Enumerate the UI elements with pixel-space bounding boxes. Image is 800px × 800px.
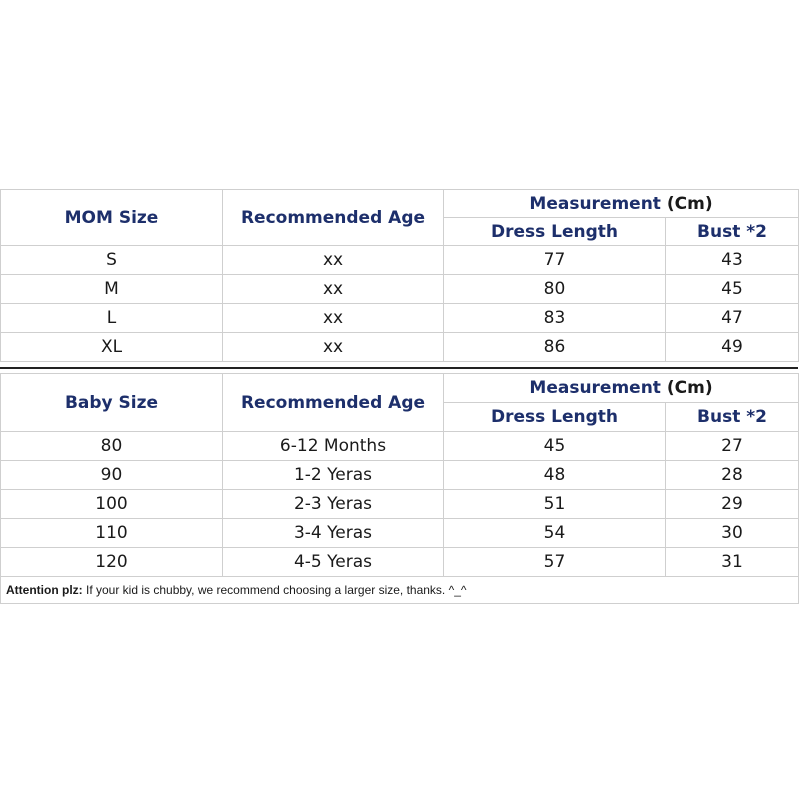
bust-cell: 30 — [666, 519, 799, 548]
table-row — [1, 333, 799, 362]
size-chart — [0, 189, 798, 604]
baby-measurement-label: Measurement — [529, 378, 661, 398]
bust-cell: 31 — [666, 548, 799, 577]
age-cell: xx — [223, 304, 444, 333]
mom-measurement-label: Measurement — [529, 193, 661, 214]
age-cell: xx — [223, 275, 444, 304]
mom-age-header: Recommended Age — [223, 190, 444, 246]
mom-bust-header: Bust *2 — [666, 218, 799, 246]
age-cell: 6-12 Months — [223, 432, 444, 461]
age-cell: 4-5 Yeras — [223, 548, 444, 577]
age-cell: 1-2 Yeras — [223, 461, 444, 490]
baby-size-header: Baby Size — [1, 374, 223, 432]
size-cell: S — [1, 246, 223, 275]
bust-cell: 49 — [666, 333, 799, 362]
table-row — [1, 304, 799, 333]
length-cell: 45 — [444, 432, 666, 461]
baby-measurement-header — [444, 374, 799, 403]
bust-cell: 27 — [666, 432, 799, 461]
mom-measurement-header — [444, 190, 799, 218]
mom-header-row-1 — [1, 190, 799, 218]
table-row — [1, 432, 799, 461]
mom-unit-label: (Cm) — [666, 193, 713, 214]
baby-age-header: Recommended Age — [223, 374, 444, 432]
size-cell: 100 — [1, 490, 223, 519]
size-cell: XL — [1, 333, 223, 362]
length-cell: 80 — [444, 275, 666, 304]
attention-note — [1, 577, 799, 604]
divider-line — [0, 367, 798, 369]
size-cell: 110 — [1, 519, 223, 548]
size-cell: M — [1, 275, 223, 304]
table-row — [1, 275, 799, 304]
size-cell: 120 — [1, 548, 223, 577]
age-cell: 2-3 Yeras — [223, 490, 444, 519]
age-cell: xx — [223, 333, 444, 362]
size-cell: L — [1, 304, 223, 333]
table-row — [1, 490, 799, 519]
mom-length-header: Dress Length — [444, 218, 666, 246]
bust-cell: 28 — [666, 461, 799, 490]
length-cell: 83 — [444, 304, 666, 333]
length-cell: 86 — [444, 333, 666, 362]
bust-cell: 45 — [666, 275, 799, 304]
bust-cell: 47 — [666, 304, 799, 333]
section-divider — [0, 362, 798, 373]
table-row — [1, 519, 799, 548]
length-cell: 77 — [444, 246, 666, 275]
length-cell: 54 — [444, 519, 666, 548]
baby-unit-label: (Cm) — [666, 378, 713, 398]
mom-size-table — [0, 189, 799, 362]
baby-size-table — [0, 373, 799, 604]
mom-size-header: MOM Size — [1, 190, 223, 246]
length-cell: 51 — [444, 490, 666, 519]
size-cell: 80 — [1, 432, 223, 461]
baby-header-row-1 — [1, 374, 799, 403]
size-cell: 90 — [1, 461, 223, 490]
attention-text: If your kid is chubby, we recommend choosing a larger size, thanks. ^_^ — [82, 583, 467, 597]
length-cell: 57 — [444, 548, 666, 577]
table-row — [1, 548, 799, 577]
table-row — [1, 246, 799, 275]
age-cell: xx — [223, 246, 444, 275]
baby-length-header: Dress Length — [444, 403, 666, 432]
bust-cell: 43 — [666, 246, 799, 275]
table-row — [1, 461, 799, 490]
bust-cell: 29 — [666, 490, 799, 519]
attention-note-row — [1, 577, 799, 604]
age-cell: 3-4 Yeras — [223, 519, 444, 548]
baby-bust-header: Bust *2 — [666, 403, 799, 432]
length-cell: 48 — [444, 461, 666, 490]
attention-label: Attention plz: — [6, 583, 83, 597]
